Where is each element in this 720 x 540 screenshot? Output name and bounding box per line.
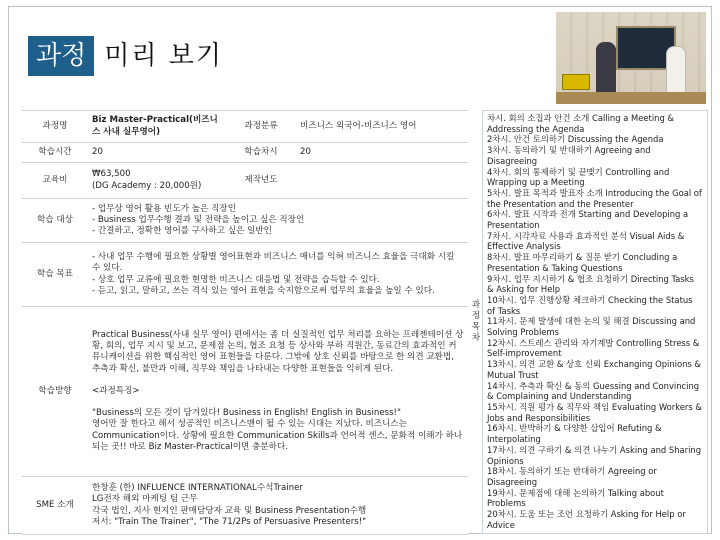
course-name-value: Biz Master-Practical(비즈니스 사내 실무영어) <box>88 111 226 143</box>
table-row <box>22 307 468 477</box>
hours-value: 20 <box>88 143 226 163</box>
table-row <box>22 143 468 163</box>
hero-floor <box>556 92 706 104</box>
sme-label: SME 소개 <box>22 477 88 535</box>
year-value <box>296 163 468 199</box>
hero-sign <box>562 74 590 90</box>
page-title <box>28 34 223 78</box>
course-info-table <box>22 110 468 535</box>
fee-value: ₩63,500 (DG Academy : 20,000원) <box>88 163 226 199</box>
toc-label-text: 과정목차 <box>471 300 481 343</box>
sme-value: 한창훈 (한) INFLUENCE INTERNATIONAL수석Trainer LG전자 해외 마케팅 팀 근무 각국 법인, 지사 현지인 판매담당자 교육 및 Business Presentation수행 저서: "Train The Trainer", "The 71/2Ps of Persuasive Presenters!" <box>88 477 468 535</box>
sessions-label: 학습차시 <box>226 143 296 163</box>
table-row <box>22 163 468 199</box>
title-sub: 미리 보기 <box>104 41 223 71</box>
course-name-label: 과정명 <box>22 111 88 143</box>
goal-value: - 사내 업무 수행에 필요한 상황별 영어표현과 비즈니스 매너를 익혀 비즈니스 효율을 극대화 시킬 수 있다. - 상호 업무 교류에 필요한 현명한 비즈니스 대응법 및 전략을 습득할 수 있다. - 듣고, 읽고, 말하고, 쓰는 격식 있는 영어 표현을 숙지함으로써 업무의 효율을 높일 수 있다. <box>88 243 468 307</box>
table-row <box>22 243 468 307</box>
method-label: 학습방향 <box>22 307 88 477</box>
category-value: 비즈니스 외국어-비즈니스 영어 <box>296 111 468 143</box>
method-value: Practical Business(사내 실무 영어) 편에서는 좀 더 실질적인 업무 처리를 요하는 프레젠테이션 상황, 회의, 업무 지시 및 보고, 문제점 논의, 협조 요청 등 상사와 부하 직원간, 동료간의 효과적인 커뮤니케이션을 위한 핵심적인 영어 표현들을 다룬다. 그밖에 상호 신뢰를 바탕으로 한 의견 교환법, 추측과 확신, 불만과 이해, 직무와 책임을 나타내는 다양한 표현들을 익히게 된다. <과정특징> "Business의 모든 것이 담겨있다! Business in English! English in Business!" 영어만 잘 한다고 해서 성공적인 비즈니스맨이 될 수 있는 시대는 지났다. 비즈니스는 Communication이다. 상황에 필요한 Communication Skills과 언어적 센스, 문화적 이해가 하나 되는 곳!! 바로 Biz Master-Practical이면 충분하다. <box>88 307 468 477</box>
hero-photo <box>556 12 706 104</box>
presenter-figure <box>596 42 616 98</box>
category-label: 과정분류 <box>226 111 296 143</box>
toc-label <box>470 110 482 534</box>
sessions-value: 20 <box>296 143 468 163</box>
table-row <box>22 111 468 143</box>
goal-label: 학습 목표 <box>22 243 88 307</box>
target-label: 학습 대상 <box>22 199 88 243</box>
target-value: - 업무상 영어 활용 빈도가 높은 직장인 - Business 업무수행 결과 및 전략을 높이고 싶은 직장인 - 간결하고, 정확한 영어를 구사하고 싶은 일반인 <box>88 199 468 243</box>
table-of-contents: 차시. 회의 소집과 안건 소개 Calling a Meeting & Addressing the Agenda 2차시. 안건 토의하기 Discussing the Agenda 3차시. 동의하기 및 반대하기 Agreeing and Disagreeing 4차시. 회의 통제하기 및 끝맺기 Controlling and Wrapping up a Meeting 5차시. 발표 목적과 발표자 소개 Introducing the Goal of the Presentation and the Presenter 6차시. 발표 시작과 전개 Starting and Developing a Presentation 7차시. 시각자료 사용과 효과적인 분석 Visual Aids & Effective Analysis 8차시. 발표 마무리하기 & 질문 받기 Concluding a Presentation & Taking Questions 9차시. 업무 지시하기 & 협조 요청하기 Directing Tasks & Asking for Help 10차시. 업무 진행상황 체크하기 Checking the Status of Tasks 11차시. 문제 발생에 대한 논의 및 해결 Discussing and Solving Problems 12차시. 스트레스 관리와 자기계발 Controlling Stress & Self-improvement 13차시. 의견 교환 & 상호 신뢰 Exchanging Opinions & Mutual Trust 14차시. 추측과 확신 & 동의 Guessing and Convincing & Complaining and Understanding 15차시. 직원 평가 & 직무와 책임 Evaluating Workers & Jobs and Responsibilities 16차시. 반박하기 & 다양한 삽입어 Refuting & Interpolating 17차시. 의견 구하기 & 의견 나누기 Asking and Sharing Opinions 18차시. 동의하기 또는 반대하기 Agreeing or Disagreeing 19차시. 문제점에 대해 논의하기 Talking about Problems 20차시. 도움 또는 조언 요청하기 Asking for Help or Advice <box>482 110 708 534</box>
title-main: 과정 <box>28 36 94 76</box>
year-label: 제작년도 <box>226 163 296 199</box>
table-row <box>22 199 468 243</box>
table-row <box>22 477 468 535</box>
hours-label: 학습시간 <box>22 143 88 163</box>
fee-label: 교육비 <box>22 163 88 199</box>
